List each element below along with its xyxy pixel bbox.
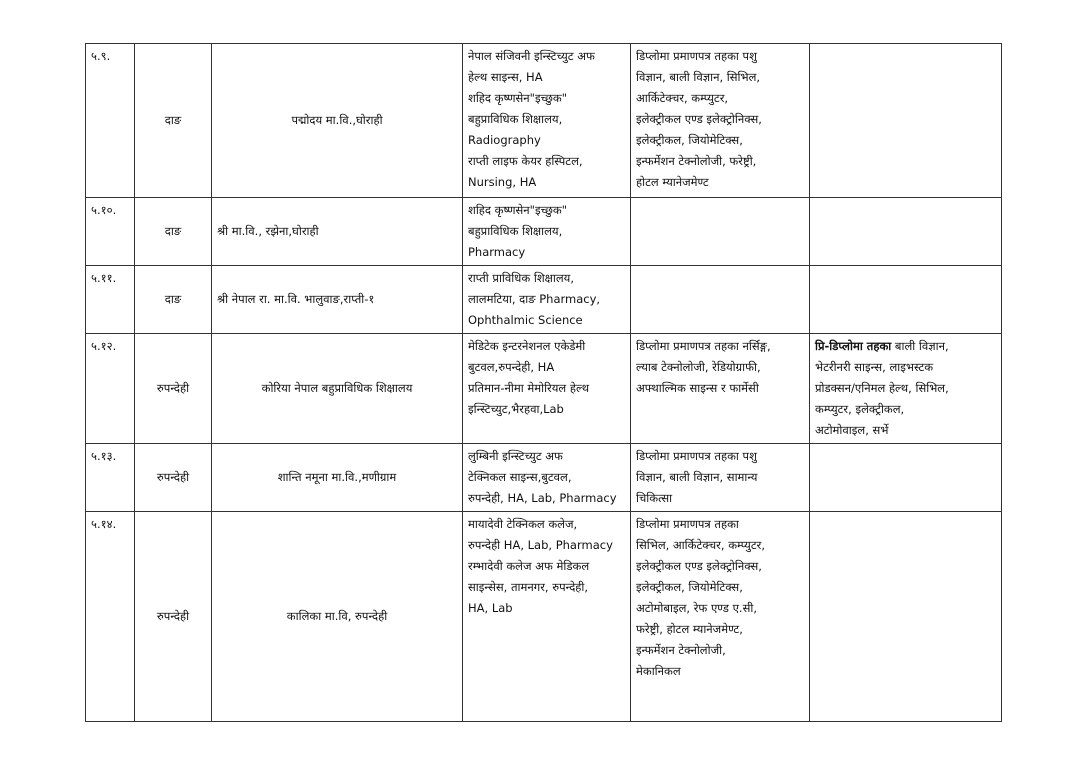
diploma-cell [631,198,810,266]
pre-diploma-cell [810,334,1002,444]
table-row [86,334,1002,444]
institutes-cell [463,444,631,512]
school-cell: पद्मोदय मा.वि.,घोराही [212,44,463,198]
row-number: ५.१२. [86,334,135,444]
institutes-text: नेपाल संजिवनी इन्स्टिच्युट अफ हेल्थ साइन्स, HA शहिद कृष्णसेन"इच्छुक" बहुप्राविधिक शिक्षालय, Radiography राप्ती लाइफ केयर हस्पिटल, Nursing, HA [468,49,595,189]
table-row [86,44,1002,198]
pre-diploma-cell [810,266,1002,334]
table-row [86,512,1002,722]
diploma-text: डिप्लोमा प्रमाणपत्र तहका पशु विज्ञान, बाली विज्ञान, सिभिल, आर्किटेक्चर, कम्प्युटर, इलेक्ट्रीकल एण्ड इलेक्ट्रोनिक्स, इलेक्ट्रीकल, जियोमेटिक्स, इन्फर्मेशन टेक्नोलोजी, फरेष्ट्री, होटल म्यानेजमेण्ट [636,49,762,189]
table-row [86,266,1002,334]
institutes-cell [463,266,631,334]
district-cell: रुपन्देही [135,334,212,444]
row-number: ५.१४. [86,512,135,722]
institutes-text: लुम्बिनी इन्स्टिच्युट अफ टेक्निकल साइन्स,बुटवल, रुपन्देही, HA, Lab, Pharmacy [468,449,617,505]
diploma-text: डिप्लोमा प्रमाणपत्र तहका पशु विज्ञान, बाली विज्ञान, सामान्य चिकित्सा [636,449,758,505]
institutes-text: राप्ती प्राविधिक शिक्षालय, लालमटिया, दाङ Pharmacy, Ophthalmic Science [468,271,601,327]
school-cell: कालिका मा.वि, रुपन्देही [212,512,463,722]
district-cell: रुपन्देही [135,512,212,722]
row-number: ५.१३. [86,444,135,512]
institutes-cell [463,334,631,444]
institutes-cell [463,44,631,198]
diploma-cell [631,512,810,722]
institutes-text: मेडिटेक इन्टरनेशनल एकेडेमी बुटवल,रुपन्देही, HA प्रतिमान-नीमा मेमोरियल हेल्थ इन्स्टिच्युट,भैरहवा,Lab [468,339,590,416]
institutes-text: शहिद कृष्णसेन"इच्छुक" बहुप्राविधिक शिक्षालय, Pharmacy [468,203,568,259]
diploma-text: डिप्लोमा प्रमाणपत्र तहका नर्सिङ्ग, ल्याब टेक्नोलोजी, रेडियोग्राफी, अफ्थाल्मिक साइन्स र फार्मेसी [636,339,771,395]
diploma-cell [631,266,810,334]
pre-diploma-cell [810,444,1002,512]
school-cell: श्री मा.वि., रझेना,घोराही [212,198,463,266]
school-cell: श्री नेपाल रा. मा.वि. भालुवाङ,राप्ती-१ [212,266,463,334]
institutes-text: मायादेवी टेक्निकल कलेज, रुपन्देही HA, Lab, Pharmacy रम्भादेवी कलेज अफ मेडिकल साइन्सेस, तामनगर, रुपन्देही, HA, Lab [468,517,613,615]
diploma-cell [631,334,810,444]
diploma-text: डिप्लोमा प्रमाणपत्र तहका सिभिल, आर्किटेक्चर, कम्प्युटर, इलेक्ट्रीकल एण्ड इलेक्ट्रोनिक्स, इलेक्ट्रीकल, जियोमेटिक्स, अटोमोबाइल, रेफ एण्ड ए.सी, फरेष्ट्री, होटल म्यानेजमेण्ट, इन्फर्मेशन टेक्नोलोजी, मेकानिकल [636,517,765,678]
pre-diploma-cell [810,44,1002,198]
district-cell: रुपन्देही [135,444,212,512]
pre-diploma-cell [810,512,1002,722]
pre-diploma-cell [810,198,1002,266]
table-row [86,444,1002,512]
diploma-cell [631,444,810,512]
pre-diploma-text: बाली विज्ञान, भेटरीनरी साइन्स, लाइभस्टक प्रोडक्सन/एनिमल हेल्थ, सिभिल, कम्प्युटर, इलेक्ट्रीकल, अटोमोवाइल, सर्भे [815,339,949,437]
district-cell: दाङ [135,266,212,334]
table-row [86,198,1002,266]
school-cell: कोरिया नेपाल बहुप्राविधिक शिक्षालय [212,334,463,444]
institutes-cell [463,198,631,266]
school-program-table [85,43,1002,722]
row-number: ५.१०. [86,198,135,266]
district-cell: दाङ [135,44,212,198]
row-number: ५.११. [86,266,135,334]
school-cell: शान्ति नमूना मा.वि.,मणीग्राम [212,444,463,512]
diploma-cell [631,44,810,198]
institutes-cell [463,512,631,722]
district-cell: दाङ [135,198,212,266]
pre-diploma-lead: प्रि-डिप्लोमा तहका [815,339,892,353]
row-number: ५.९. [86,44,135,198]
